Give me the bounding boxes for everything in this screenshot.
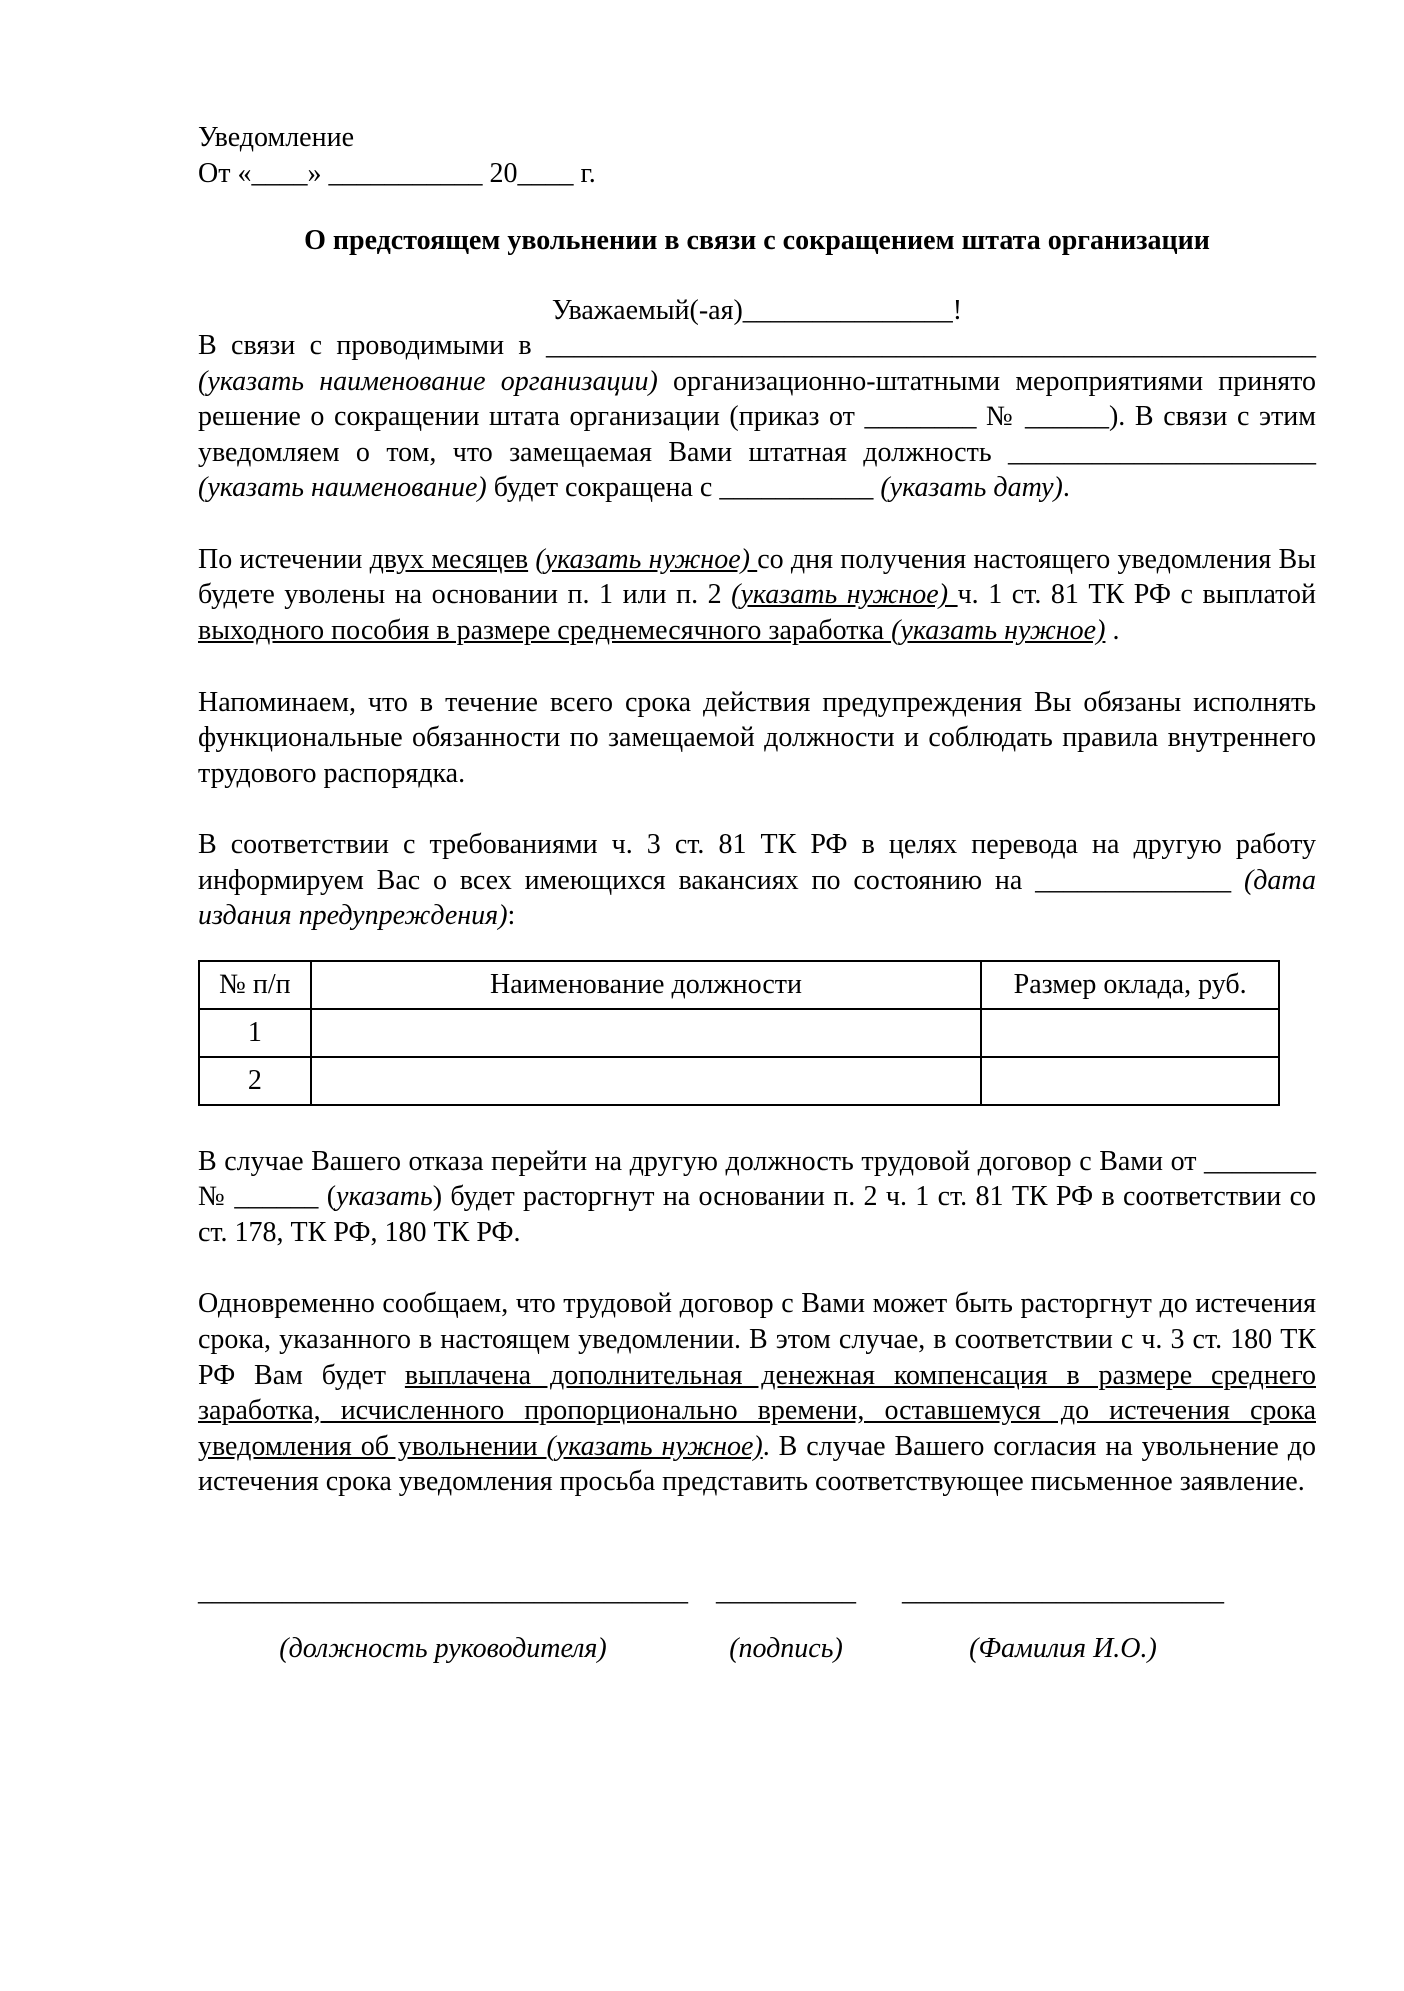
- blank-field-date: ______________: [1035, 864, 1244, 896]
- text-segment: По истечении: [198, 543, 370, 575]
- col-header-number: № п/п: [199, 961, 311, 1009]
- cell-row-number: 2: [199, 1057, 311, 1105]
- fill-hint-date: (указать дату): [880, 472, 1063, 504]
- text-segment: будет сокращена с: [486, 472, 720, 504]
- signature-block: [198, 1574, 1316, 1667]
- fill-hint: (указать нужное): [546, 1430, 763, 1462]
- blank-field-position-name: ______________________: [1008, 436, 1316, 468]
- blank-field-date: ___________: [719, 472, 881, 504]
- cell-salary: [981, 1057, 1279, 1105]
- text-segment: ч. 1 ст. 81 ТК РФ с выплатой: [957, 579, 1316, 611]
- fill-hint: указать: [336, 1181, 433, 1213]
- signature-sign-column: [716, 1574, 856, 1667]
- text-segment: :: [507, 900, 516, 932]
- salutation: Уважаемый(-ая)_______________!: [551, 294, 963, 326]
- cell-position: [311, 1009, 981, 1057]
- paragraph-intro: [198, 328, 1316, 506]
- text-segment: Напоминаем, что в течение всего срока действия предупреждения Вы обязаны исполнять функциональные обязанности по замещаемой должности и соблюдать правила внутреннего трудового распорядка.: [198, 686, 1316, 789]
- document-title: О предстоящем увольнении в связи с сокращением штата организации: [304, 225, 1210, 257]
- text-segment: Одновременно сообщаем, что трудовой договор с Вами может быть расторгнут до истечения срока, указанного в настоящем уведомлении. В этом случае, в соответствии с ч. 3 ст. 180 ТК РФ Вам будет: [198, 1288, 1316, 1391]
- text-segment: .: [1062, 472, 1070, 504]
- blank-field-org-name: _______________________________________________________: [546, 330, 1316, 362]
- paragraph-duties-reminder: [198, 685, 1316, 792]
- table-header-row: [199, 961, 1279, 1009]
- table-row: [199, 1057, 1279, 1105]
- text-segment: В соответствии с требованиями ч. 3 ст. 81 ТК РФ в целях перевода на другую работу информируем Вас о всех имеющихся вакансиях по состоянию на: [198, 829, 1316, 896]
- underlined-term: выплачена дополнительная денежная компенсация в размере среднего заработка, исчисленного пропорционально времени, оставшемуся до истечения срока уведомления об увольнении: [198, 1359, 1316, 1462]
- text-segment: со дня получения настоящего уведомления Вы будете уволены на основании п. 1 или п. 2: [198, 543, 1317, 611]
- doc-date-line: От «____» ___________ 20____ г.: [198, 157, 596, 189]
- document-header: [198, 120, 1316, 191]
- doc-label: Уведомление: [198, 122, 355, 153]
- col-header-position: Наименование должности: [311, 961, 981, 1009]
- fill-hint-position-name: (указать наименование): [198, 472, 487, 504]
- signature-label-position: (должность руководителя): [279, 1633, 607, 1665]
- signature-label-sign: (подпись): [729, 1633, 843, 1665]
- signature-line-sign: __________: [716, 1575, 856, 1607]
- text-segment: организационно-штатными мероприятиями принято решение о сокращении штата организации (приказ от ________ № ______). В связи с этим уведомляем о том, что замещаемая Вами штатная должность: [198, 365, 1316, 468]
- paragraph-early-termination: [198, 1286, 1316, 1499]
- fill-hint: (указать нужное): [535, 543, 758, 575]
- paragraph-vacancies-info: [198, 827, 1316, 934]
- underlined-term: выходного пособия в размере среднемесячного заработка: [198, 615, 892, 647]
- text-segment: .: [1105, 615, 1120, 647]
- cell-salary: [981, 1009, 1279, 1057]
- text-segment: . В случае Вашего согласия на увольнение до истечения срока уведомления просьба представить соответствующее письменное заявление.: [198, 1430, 1316, 1498]
- fill-hint: (указать нужное): [731, 579, 958, 611]
- fill-hint-warning-date: (дата издания предупреждения): [198, 864, 1316, 932]
- text-segment: ) будет расторгнут на основании п. 2 ч. 1 ст. 81 ТК РФ в соответствии со ст. 178, ТК РФ, 180 ТК РФ.: [198, 1181, 1316, 1248]
- fill-hint: (указать нужное): [891, 615, 1106, 647]
- table-row: [199, 1009, 1279, 1057]
- signature-name-column: [902, 1574, 1224, 1667]
- text-segment: В случае Вашего отказа перейти на другую должность трудовой договор с Вами от ________ № ______ (: [198, 1145, 1316, 1213]
- signature-position-column: [198, 1574, 688, 1667]
- signature-label-name: (Фамилия И.О.): [969, 1633, 1157, 1665]
- paragraph-refusal-consequences: [198, 1144, 1316, 1251]
- paragraph-termination-terms: [198, 542, 1316, 649]
- signature-line-name: _______________________: [902, 1575, 1224, 1607]
- underlined-term: двух месяцев: [369, 543, 529, 575]
- cell-position: [311, 1057, 981, 1105]
- cell-row-number: 1: [199, 1009, 311, 1057]
- fill-hint-org-name: (указать наименование организации): [198, 365, 658, 397]
- signature-line-position: ___________________________________: [198, 1575, 688, 1607]
- vacancies-table: [198, 960, 1280, 1106]
- col-header-salary: Размер оклада, руб.: [981, 961, 1279, 1009]
- text-segment: В связи с проводимыми в: [198, 330, 546, 362]
